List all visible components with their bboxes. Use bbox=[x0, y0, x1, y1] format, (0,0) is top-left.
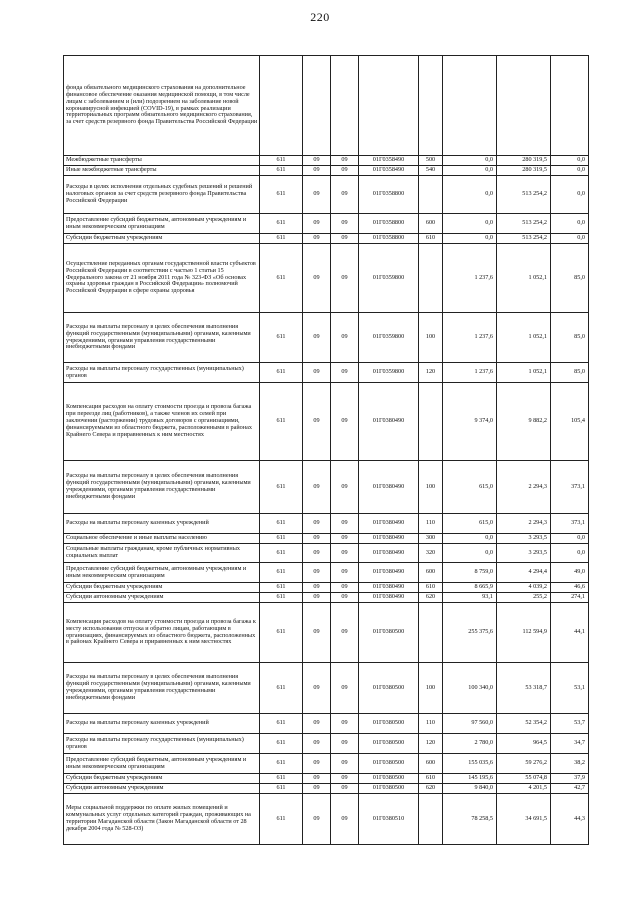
cell-csr: 01Г0380510 bbox=[359, 794, 419, 845]
cell-rz: 09 bbox=[303, 583, 331, 593]
cell-pr: 09 bbox=[331, 461, 359, 514]
cell-csr: 01Г0380490 bbox=[359, 383, 419, 461]
cell-executed: 4 039,2 bbox=[497, 583, 551, 593]
table-row bbox=[64, 544, 589, 563]
cell-ved: 611 bbox=[260, 214, 303, 234]
cell-ved: 611 bbox=[260, 176, 303, 214]
cell-ved: 611 bbox=[260, 754, 303, 774]
cell-executed: 513 254,2 bbox=[497, 176, 551, 214]
cell-approved: 9 374,0 bbox=[443, 383, 497, 461]
cell-rz: 09 bbox=[303, 754, 331, 774]
cell-approved: 8 759,0 bbox=[443, 563, 497, 583]
cell-percent: 38,2 bbox=[551, 754, 589, 774]
cell-approved: 1 237,6 bbox=[443, 363, 497, 383]
cell-approved: 78 258,5 bbox=[443, 794, 497, 845]
cell-vr: 500 bbox=[419, 156, 443, 166]
table-row bbox=[64, 244, 589, 313]
cell-csr: 01Г0380500 bbox=[359, 603, 419, 663]
table-row bbox=[64, 563, 589, 583]
cell-percent: 53,7 bbox=[551, 714, 589, 734]
cell-ved: 611 bbox=[260, 714, 303, 734]
cell-executed: 34 691,5 bbox=[497, 794, 551, 845]
cell-vr: 100 bbox=[419, 313, 443, 363]
cell-percent: 85,0 bbox=[551, 244, 589, 313]
cell-executed: 2 294,3 bbox=[497, 461, 551, 514]
cell-ved bbox=[260, 56, 303, 156]
cell-approved: 615,0 bbox=[443, 461, 497, 514]
cell-name: Расходы на выплаты персоналу государственных (муниципальных) органов bbox=[64, 363, 260, 383]
cell-vr: 100 bbox=[419, 461, 443, 514]
cell-name: Компенсация расходов на оплату стоимости проезда и провоза багажа при переезде лиц (работников), а также членов их семей при заключении (расторжении) трудовых договоров с организациями, финансируемыми из областного бюджета, расположенными в районах Крайнего Севера и приравненных к ним местностях bbox=[64, 383, 260, 461]
cell-name: Расходы на выплаты персоналу в целях обеспечения выполнения функций государственными (муниципальными) органами, казенными учреждениями, органами управления государственными внебюджетными фондами bbox=[64, 461, 260, 514]
cell-ved: 611 bbox=[260, 734, 303, 754]
cell-percent: 49,0 bbox=[551, 563, 589, 583]
table-row bbox=[64, 603, 589, 663]
cell-rz: 09 bbox=[303, 714, 331, 734]
cell-pr: 09 bbox=[331, 794, 359, 845]
cell-executed: 1 052,1 bbox=[497, 313, 551, 363]
cell-approved: 0,0 bbox=[443, 166, 497, 176]
cell-percent: 53,1 bbox=[551, 663, 589, 714]
cell-vr bbox=[419, 244, 443, 313]
cell-vr: 600 bbox=[419, 563, 443, 583]
table-row bbox=[64, 156, 589, 166]
cell-percent: 85,0 bbox=[551, 313, 589, 363]
cell-name: Расходы на выплаты персоналу в целях обеспечения выполнения функций государственными (муниципальными) органами, казенными учреждениями, органами управления государственными внебюджетными фондами bbox=[64, 663, 260, 714]
cell-ved: 611 bbox=[260, 563, 303, 583]
cell-csr: 01Г0380500 bbox=[359, 784, 419, 794]
cell-csr: 01Г0359800 bbox=[359, 313, 419, 363]
cell-executed: 964,5 bbox=[497, 734, 551, 754]
cell-csr: 01Г0358800 bbox=[359, 214, 419, 234]
cell-approved: 0,0 bbox=[443, 214, 497, 234]
cell-csr: 01Г0380500 bbox=[359, 734, 419, 754]
cell-percent: 0,0 bbox=[551, 544, 589, 563]
cell-approved: 1 237,6 bbox=[443, 244, 497, 313]
cell-vr: 110 bbox=[419, 714, 443, 734]
cell-name: Субсидии бюджетным учреждениям bbox=[64, 234, 260, 244]
cell-pr bbox=[331, 56, 359, 156]
cell-name: Субсидии автономным учреждениям bbox=[64, 784, 260, 794]
cell-pr: 09 bbox=[331, 593, 359, 603]
cell-ved: 611 bbox=[260, 603, 303, 663]
cell-pr: 09 bbox=[331, 663, 359, 714]
cell-percent: 85,0 bbox=[551, 363, 589, 383]
cell-ved: 611 bbox=[260, 784, 303, 794]
table-row bbox=[64, 383, 589, 461]
cell-csr: 01Г0358490 bbox=[359, 166, 419, 176]
cell-vr: 540 bbox=[419, 166, 443, 176]
cell-csr: 01Г0380490 bbox=[359, 563, 419, 583]
cell-executed: 59 276,2 bbox=[497, 754, 551, 774]
cell-ved: 611 bbox=[260, 166, 303, 176]
cell-ved: 611 bbox=[260, 156, 303, 166]
cell-approved: 0,0 bbox=[443, 544, 497, 563]
cell-ved: 611 bbox=[260, 534, 303, 544]
cell-pr: 09 bbox=[331, 774, 359, 784]
cell-rz: 09 bbox=[303, 461, 331, 514]
table-row bbox=[64, 461, 589, 514]
cell-pr: 09 bbox=[331, 383, 359, 461]
cell-ved: 611 bbox=[260, 244, 303, 313]
cell-approved: 0,0 bbox=[443, 156, 497, 166]
cell-ved: 611 bbox=[260, 461, 303, 514]
cell-csr: 01Г0380490 bbox=[359, 534, 419, 544]
cell-rz: 09 bbox=[303, 603, 331, 663]
cell-ved: 611 bbox=[260, 363, 303, 383]
table-body bbox=[64, 56, 589, 845]
table-row bbox=[64, 784, 589, 794]
cell-rz: 09 bbox=[303, 563, 331, 583]
table-row bbox=[64, 234, 589, 244]
cell-ved: 611 bbox=[260, 313, 303, 363]
cell-csr: 01Г0358800 bbox=[359, 176, 419, 214]
cell-csr bbox=[359, 56, 419, 156]
cell-pr: 09 bbox=[331, 156, 359, 166]
cell-pr: 09 bbox=[331, 176, 359, 214]
cell-executed: 9 882,2 bbox=[497, 383, 551, 461]
cell-vr: 120 bbox=[419, 734, 443, 754]
cell-rz: 09 bbox=[303, 514, 331, 534]
cell-ved: 611 bbox=[260, 383, 303, 461]
cell-vr bbox=[419, 56, 443, 156]
cell-rz: 09 bbox=[303, 534, 331, 544]
table-row bbox=[64, 534, 589, 544]
cell-executed: 280 319,5 bbox=[497, 156, 551, 166]
cell-rz bbox=[303, 56, 331, 156]
cell-rz: 09 bbox=[303, 363, 331, 383]
cell-percent: 44,1 bbox=[551, 603, 589, 663]
cell-percent: 37,9 bbox=[551, 774, 589, 784]
table-row bbox=[64, 166, 589, 176]
cell-csr: 01Г0380500 bbox=[359, 754, 419, 774]
table-row bbox=[64, 774, 589, 784]
cell-rz: 09 bbox=[303, 234, 331, 244]
cell-pr: 09 bbox=[331, 214, 359, 234]
cell-rz: 09 bbox=[303, 784, 331, 794]
cell-vr: 100 bbox=[419, 663, 443, 714]
cell-name: Расходы на выплаты персоналу казенных учреждений bbox=[64, 514, 260, 534]
cell-name: Межбюджетные трансферты bbox=[64, 156, 260, 166]
table-row bbox=[64, 794, 589, 845]
cell-csr: 01Г0358800 bbox=[359, 234, 419, 244]
cell-percent: 0,0 bbox=[551, 534, 589, 544]
cell-pr: 09 bbox=[331, 234, 359, 244]
cell-rz: 09 bbox=[303, 166, 331, 176]
cell-vr bbox=[419, 383, 443, 461]
cell-vr: 120 bbox=[419, 363, 443, 383]
cell-csr: 01Г0380490 bbox=[359, 583, 419, 593]
table-row bbox=[64, 754, 589, 774]
cell-name: Иные межбюджетные трансферты bbox=[64, 166, 260, 176]
cell-approved: 97 560,0 bbox=[443, 714, 497, 734]
cell-rz: 09 bbox=[303, 734, 331, 754]
cell-pr: 09 bbox=[331, 754, 359, 774]
cell-percent: 34,7 bbox=[551, 734, 589, 754]
cell-executed: 280 319,5 bbox=[497, 166, 551, 176]
cell-percent: 0,0 bbox=[551, 166, 589, 176]
cell-approved: 615,0 bbox=[443, 514, 497, 534]
cell-name: Предоставление субсидий бюджетным, автономным учреждениям и иным некоммерческим организациям bbox=[64, 754, 260, 774]
cell-csr: 01Г0359800 bbox=[359, 363, 419, 383]
cell-executed: 112 594,9 bbox=[497, 603, 551, 663]
cell-executed: 53 318,7 bbox=[497, 663, 551, 714]
cell-vr: 610 bbox=[419, 583, 443, 593]
cell-rz: 09 bbox=[303, 794, 331, 845]
cell-percent bbox=[551, 56, 589, 156]
cell-percent: 0,0 bbox=[551, 156, 589, 166]
page-number: 220 bbox=[310, 10, 330, 24]
cell-name: Расходы на выплаты персоналу в целях обеспечения выполнения функций государственными (муниципальными) органами, казенными учреждениями, органами управления государственными внебюджетными фондами bbox=[64, 313, 260, 363]
cell-name: Субсидии бюджетным учреждениям bbox=[64, 774, 260, 784]
cell-pr: 09 bbox=[331, 363, 359, 383]
cell-name: Компенсация расходов на оплату стоимости проезда и провоза багажа к месту использования отпуска и обратно лицам, работающим в организациях, финансируемых из областного бюджета, расположенных в районах Крайнего Севера и приравненных к ним местностях bbox=[64, 603, 260, 663]
cell-ved: 611 bbox=[260, 774, 303, 784]
cell-approved: 0,0 bbox=[443, 534, 497, 544]
cell-name: Расходы на выплаты персоналу казенных учреждений bbox=[64, 714, 260, 734]
table-row bbox=[64, 214, 589, 234]
cell-name: Предоставление субсидий бюджетным, автономным учреждениям и иным некоммерческим организациям bbox=[64, 563, 260, 583]
cell-name: Социальные выплаты гражданам, кроме публичных нормативных социальных выплат bbox=[64, 544, 260, 563]
cell-csr: 01Г0359800 bbox=[359, 244, 419, 313]
cell-vr: 620 bbox=[419, 784, 443, 794]
cell-rz: 09 bbox=[303, 156, 331, 166]
cell-rz: 09 bbox=[303, 774, 331, 784]
cell-pr: 09 bbox=[331, 784, 359, 794]
cell-executed: 52 354,2 bbox=[497, 714, 551, 734]
cell-name: Расходы в целях исполнения отдельных судебных решений и решений налоговых органов за счет средств резервного фонда Правительства Российской Федерации bbox=[64, 176, 260, 214]
table-row bbox=[64, 734, 589, 754]
cell-executed: 513 254,2 bbox=[497, 234, 551, 244]
cell-approved bbox=[443, 56, 497, 156]
cell-rz: 09 bbox=[303, 176, 331, 214]
cell-ved: 611 bbox=[260, 234, 303, 244]
table-row bbox=[64, 714, 589, 734]
cell-pr: 09 bbox=[331, 313, 359, 363]
cell-percent: 0,0 bbox=[551, 214, 589, 234]
cell-rz: 09 bbox=[303, 214, 331, 234]
cell-pr: 09 bbox=[331, 244, 359, 313]
table-row bbox=[64, 514, 589, 534]
cell-executed: 513 254,2 bbox=[497, 214, 551, 234]
cell-executed: 2 294,3 bbox=[497, 514, 551, 534]
cell-executed: 4 294,4 bbox=[497, 563, 551, 583]
cell-executed: 1 052,1 bbox=[497, 244, 551, 313]
cell-name: Расходы на выплаты персоналу государственных (муниципальных) органов bbox=[64, 734, 260, 754]
cell-executed: 55 074,8 bbox=[497, 774, 551, 784]
cell-rz: 09 bbox=[303, 663, 331, 714]
cell-approved: 9 840,0 bbox=[443, 784, 497, 794]
cell-approved: 1 237,6 bbox=[443, 313, 497, 363]
cell-pr: 09 bbox=[331, 166, 359, 176]
cell-approved: 100 340,0 bbox=[443, 663, 497, 714]
cell-approved: 155 035,6 bbox=[443, 754, 497, 774]
cell-percent: 0,0 bbox=[551, 234, 589, 244]
cell-approved: 2 780,0 bbox=[443, 734, 497, 754]
cell-rz: 09 bbox=[303, 383, 331, 461]
cell-csr: 01Г0380500 bbox=[359, 714, 419, 734]
cell-vr: 620 bbox=[419, 593, 443, 603]
cell-vr bbox=[419, 176, 443, 214]
cell-executed: 4 201,5 bbox=[497, 784, 551, 794]
cell-percent: 373,1 bbox=[551, 461, 589, 514]
cell-approved: 0,0 bbox=[443, 234, 497, 244]
cell-ved: 611 bbox=[260, 663, 303, 714]
table-row bbox=[64, 363, 589, 383]
table-row bbox=[64, 176, 589, 214]
table-row bbox=[64, 593, 589, 603]
cell-pr: 09 bbox=[331, 534, 359, 544]
cell-executed: 1 052,1 bbox=[497, 363, 551, 383]
table-row bbox=[64, 663, 589, 714]
cell-ved: 611 bbox=[260, 794, 303, 845]
cell-ved: 611 bbox=[260, 593, 303, 603]
table-row bbox=[64, 313, 589, 363]
cell-ved: 611 bbox=[260, 544, 303, 563]
cell-pr: 09 bbox=[331, 714, 359, 734]
cell-pr: 09 bbox=[331, 514, 359, 534]
cell-approved: 0,0 bbox=[443, 176, 497, 214]
cell-vr: 600 bbox=[419, 214, 443, 234]
cell-ved: 611 bbox=[260, 583, 303, 593]
cell-percent: 0,0 bbox=[551, 176, 589, 214]
cell-name: Предоставление субсидий бюджетным, автономным учреждениям и иным некоммерческим организациям bbox=[64, 214, 260, 234]
cell-vr bbox=[419, 603, 443, 663]
cell-executed: 3 293,5 bbox=[497, 534, 551, 544]
cell-name: Социальное обеспечение и иные выплаты населению bbox=[64, 534, 260, 544]
cell-executed: 255,2 bbox=[497, 593, 551, 603]
cell-vr: 300 bbox=[419, 534, 443, 544]
cell-vr: 600 bbox=[419, 754, 443, 774]
cell-name: Субсидии бюджетным учреждениям bbox=[64, 583, 260, 593]
cell-executed bbox=[497, 56, 551, 156]
cell-vr bbox=[419, 794, 443, 845]
cell-pr: 09 bbox=[331, 583, 359, 593]
budget-table bbox=[63, 55, 589, 845]
cell-csr: 01Г0380500 bbox=[359, 663, 419, 714]
cell-percent: 46,6 bbox=[551, 583, 589, 593]
cell-csr: 01Г0358490 bbox=[359, 156, 419, 166]
cell-csr: 01Г0380490 bbox=[359, 461, 419, 514]
cell-vr: 610 bbox=[419, 234, 443, 244]
cell-percent: 274,1 bbox=[551, 593, 589, 603]
cell-percent: 44,3 bbox=[551, 794, 589, 845]
cell-csr: 01Г0380490 bbox=[359, 514, 419, 534]
cell-pr: 09 bbox=[331, 603, 359, 663]
cell-vr: 110 bbox=[419, 514, 443, 534]
cell-vr: 610 bbox=[419, 774, 443, 784]
cell-pr: 09 bbox=[331, 544, 359, 563]
cell-percent: 105,4 bbox=[551, 383, 589, 461]
cell-name: Субсидии автономным учреждениям bbox=[64, 593, 260, 603]
cell-rz: 09 bbox=[303, 593, 331, 603]
cell-name: фонда обязательного медицинского страхования на дополнительное финансовое обеспечение оказания медицинской помощи, в том числе лицам с заболеванием и (или) подозрением на заболевание новой коронавирусной инфекцией (COVID-19), в рамках реализации территориальных программ обязательного медицинского страхования, за счет средств резервного фонда Правительства Российской Федерации bbox=[64, 56, 260, 156]
cell-name: Осуществление переданных органам государственной власти субъектов Российской Федерации в соответствии с частью 1 статьи 15 Федерального закона от 21 ноября 2011 года № 323-ФЗ «Об основах охраны здоровья граждан в Российской Федерации» полномочий Российской Федерации в сфере охраны здоровья bbox=[64, 244, 260, 313]
cell-pr: 09 bbox=[331, 734, 359, 754]
cell-rz: 09 bbox=[303, 544, 331, 563]
table-row bbox=[64, 583, 589, 593]
cell-csr: 01Г0380500 bbox=[359, 774, 419, 784]
cell-percent: 42,7 bbox=[551, 784, 589, 794]
cell-pr: 09 bbox=[331, 563, 359, 583]
cell-csr: 01Г0380490 bbox=[359, 544, 419, 563]
cell-executed: 3 293,5 bbox=[497, 544, 551, 563]
cell-rz: 09 bbox=[303, 244, 331, 313]
cell-csr: 01Г0380490 bbox=[359, 593, 419, 603]
cell-approved: 145 195,6 bbox=[443, 774, 497, 784]
cell-ved: 611 bbox=[260, 514, 303, 534]
cell-vr: 320 bbox=[419, 544, 443, 563]
cell-percent: 373,1 bbox=[551, 514, 589, 534]
cell-rz: 09 bbox=[303, 313, 331, 363]
cell-approved: 255 375,6 bbox=[443, 603, 497, 663]
cell-name: Меры социальной поддержки по оплате жилых помещений и коммунальных услуг отдельных категорий граждан, проживающих на территории Магаданской области (Закон Магаданской области от 28 декабря 2004 года № 528-ОЗ) bbox=[64, 794, 260, 845]
table-row bbox=[64, 56, 589, 156]
cell-approved: 93,1 bbox=[443, 593, 497, 603]
cell-approved: 8 665,9 bbox=[443, 583, 497, 593]
